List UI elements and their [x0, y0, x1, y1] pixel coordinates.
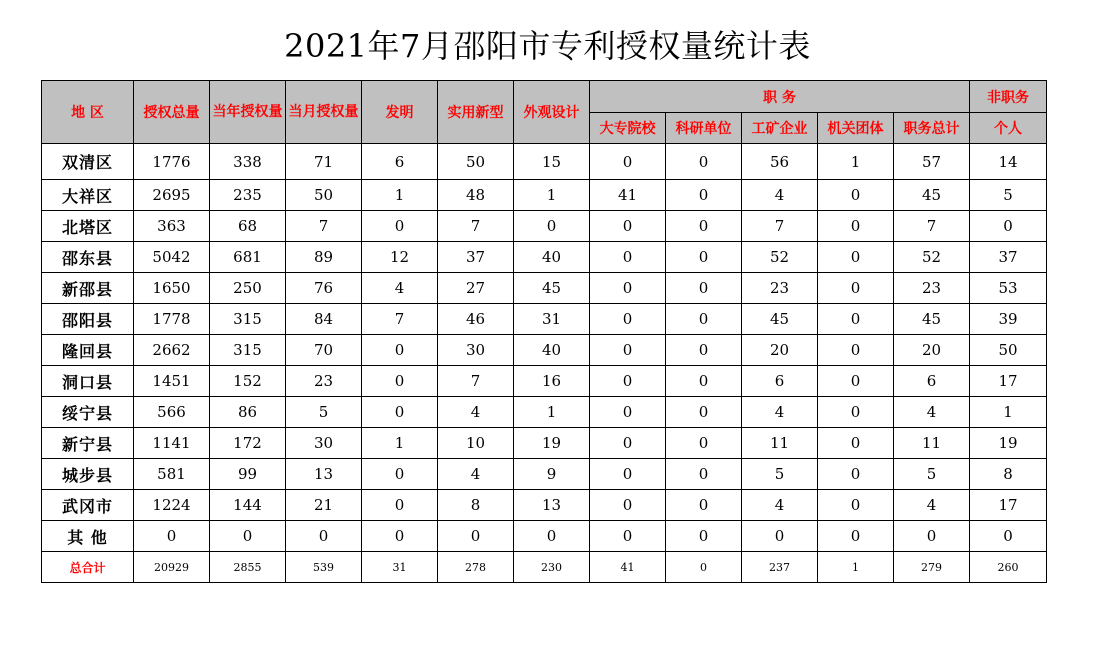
- table-cell: 0: [590, 144, 666, 180]
- table-cell: 14: [970, 144, 1047, 180]
- table-cell: 581: [134, 459, 210, 490]
- total-cell: 31: [362, 552, 438, 583]
- table-cell: 0: [514, 521, 590, 552]
- table-cell: 45: [742, 304, 818, 335]
- table-cell: 363: [134, 211, 210, 242]
- region-name: 其 他: [42, 521, 134, 552]
- header-utility: 实用新型: [438, 81, 514, 144]
- table-cell: 41: [590, 180, 666, 211]
- table-cell: 0: [666, 211, 742, 242]
- table-cell: 0: [590, 521, 666, 552]
- region-name: 隆回县: [42, 335, 134, 366]
- table-cell: 17: [970, 490, 1047, 521]
- table-cell: 8: [438, 490, 514, 521]
- table-cell: 6: [894, 366, 970, 397]
- table-cell: 0: [590, 366, 666, 397]
- table-cell: 71: [286, 144, 362, 180]
- table-cell: 0: [362, 335, 438, 366]
- table-cell: 8: [970, 459, 1047, 490]
- header-service: 职 务: [590, 81, 970, 113]
- table-cell: 5: [970, 180, 1047, 211]
- table-cell: 0: [590, 335, 666, 366]
- table-cell: 12: [362, 242, 438, 273]
- table-cell: 52: [894, 242, 970, 273]
- table-cell: 0: [666, 304, 742, 335]
- table-cell: 0: [590, 211, 666, 242]
- total-cell: 41: [590, 552, 666, 583]
- table-cell: 46: [438, 304, 514, 335]
- table-row: [42, 273, 1047, 304]
- table-cell: 0: [666, 144, 742, 180]
- table-cell: 0: [666, 521, 742, 552]
- total-cell: 279: [894, 552, 970, 583]
- table-cell: 84: [286, 304, 362, 335]
- table-cell: 315: [210, 335, 286, 366]
- header-individual: 个人: [970, 113, 1047, 144]
- table-cell: 4: [742, 490, 818, 521]
- table-cell: 7: [286, 211, 362, 242]
- table-cell: 10: [438, 428, 514, 459]
- total-cell: 20929: [134, 552, 210, 583]
- total-cell: 237: [742, 552, 818, 583]
- table-cell: 144: [210, 490, 286, 521]
- table-cell: 1: [362, 428, 438, 459]
- table-row: [42, 459, 1047, 490]
- table-cell: 0: [286, 521, 362, 552]
- header-enterprise: 工矿企业: [742, 113, 818, 144]
- table-cell: 50: [438, 144, 514, 180]
- table-cell: 0: [362, 459, 438, 490]
- total-row: [42, 552, 1047, 583]
- table-cell: 48: [438, 180, 514, 211]
- region-name: 邵东县: [42, 242, 134, 273]
- table-cell: 20: [894, 335, 970, 366]
- table-cell: 0: [590, 242, 666, 273]
- table-cell: 0: [894, 521, 970, 552]
- table-cell: 0: [818, 273, 894, 304]
- table-cell: 27: [438, 273, 514, 304]
- region-name: 武冈市: [42, 490, 134, 521]
- table-cell: 0: [666, 273, 742, 304]
- table-row: [42, 397, 1047, 428]
- region-name: 洞口县: [42, 366, 134, 397]
- header-region: 地 区: [42, 81, 134, 144]
- table-cell: 566: [134, 397, 210, 428]
- total-cell: 230: [514, 552, 590, 583]
- table-cell: 4: [894, 397, 970, 428]
- table-cell: 5: [894, 459, 970, 490]
- table-cell: 338: [210, 144, 286, 180]
- table-cell: 0: [666, 180, 742, 211]
- table-cell: 0: [818, 242, 894, 273]
- table-cell: 37: [970, 242, 1047, 273]
- table-cell: 40: [514, 242, 590, 273]
- table-cell: 681: [210, 242, 286, 273]
- table-cell: 1778: [134, 304, 210, 335]
- table-cell: 56: [742, 144, 818, 180]
- table-cell: 16: [514, 366, 590, 397]
- table-row: [42, 242, 1047, 273]
- table-cell: 7: [438, 211, 514, 242]
- table-cell: 5042: [134, 242, 210, 273]
- table-cell: 0: [590, 428, 666, 459]
- table-cell: 86: [210, 397, 286, 428]
- region-name: 北塔区: [42, 211, 134, 242]
- table-cell: 4: [362, 273, 438, 304]
- table-cell: 57: [894, 144, 970, 180]
- table-cell: 11: [894, 428, 970, 459]
- table-cell: 30: [438, 335, 514, 366]
- table-cell: 0: [818, 521, 894, 552]
- table-cell: 4: [438, 459, 514, 490]
- table-cell: 0: [818, 180, 894, 211]
- table-cell: 0: [742, 521, 818, 552]
- region-name: 大祥区: [42, 180, 134, 211]
- table-row: [42, 211, 1047, 242]
- table-cell: 1: [514, 397, 590, 428]
- header-research: 科研单位: [666, 113, 742, 144]
- header-month-grants: 当月授权量: [286, 81, 362, 144]
- table-cell: 52: [742, 242, 818, 273]
- table-cell: 1224: [134, 490, 210, 521]
- table-cell: 1: [362, 180, 438, 211]
- table-cell: 6: [742, 366, 818, 397]
- total-cell: 0: [666, 552, 742, 583]
- table-cell: 5: [742, 459, 818, 490]
- table-cell: 23: [742, 273, 818, 304]
- table-row: [42, 428, 1047, 459]
- table-cell: 0: [970, 521, 1047, 552]
- table-cell: 2695: [134, 180, 210, 211]
- table-cell: 23: [894, 273, 970, 304]
- table-cell: 15: [514, 144, 590, 180]
- table-cell: 13: [286, 459, 362, 490]
- table-row: [42, 366, 1047, 397]
- table-cell: 1776: [134, 144, 210, 180]
- header-year-grants: 当年授权量: [210, 81, 286, 144]
- table-cell: 4: [438, 397, 514, 428]
- table-cell: 0: [362, 521, 438, 552]
- table-cell: 1: [818, 144, 894, 180]
- table-cell: 0: [666, 459, 742, 490]
- table-cell: 0: [362, 397, 438, 428]
- header-college: 大专院校: [590, 113, 666, 144]
- header-design: 外观设计: [514, 81, 590, 144]
- table-cell: 0: [590, 273, 666, 304]
- table-cell: 0: [590, 304, 666, 335]
- table-cell: 45: [514, 273, 590, 304]
- table-row: [42, 521, 1047, 552]
- table-cell: 0: [666, 428, 742, 459]
- table-row: [42, 335, 1047, 366]
- table-cell: 70: [286, 335, 362, 366]
- table-cell: 0: [438, 521, 514, 552]
- table-cell: 40: [514, 335, 590, 366]
- region-name: 城步县: [42, 459, 134, 490]
- table-cell: 45: [894, 180, 970, 211]
- table-cell: 17: [970, 366, 1047, 397]
- table-cell: 7: [438, 366, 514, 397]
- table-row: [42, 490, 1047, 521]
- table-cell: 315: [210, 304, 286, 335]
- table-cell: 0: [818, 490, 894, 521]
- table-cell: 31: [514, 304, 590, 335]
- table-cell: 21: [286, 490, 362, 521]
- region-name: 邵阳县: [42, 304, 134, 335]
- region-name: 双清区: [42, 144, 134, 180]
- table-cell: 76: [286, 273, 362, 304]
- table-cell: 0: [666, 397, 742, 428]
- table-cell: 0: [590, 459, 666, 490]
- region-name: 新邵县: [42, 273, 134, 304]
- region-name: 绥宁县: [42, 397, 134, 428]
- total-cell: 539: [286, 552, 362, 583]
- table-cell: 7: [742, 211, 818, 242]
- table-cell: 0: [818, 335, 894, 366]
- table-cell: 9: [514, 459, 590, 490]
- header-institution: 机关团体: [818, 113, 894, 144]
- table-cell: 11: [742, 428, 818, 459]
- table-cell: 1650: [134, 273, 210, 304]
- table-cell: 0: [818, 459, 894, 490]
- table-cell: 0: [210, 521, 286, 552]
- table-cell: 0: [818, 366, 894, 397]
- table-cell: 30: [286, 428, 362, 459]
- table-cell: 0: [970, 211, 1047, 242]
- table-cell: 13: [514, 490, 590, 521]
- header-service-total: 职务总计: [894, 113, 970, 144]
- table-cell: 4: [742, 397, 818, 428]
- header-invention: 发明: [362, 81, 438, 144]
- table-cell: 235: [210, 180, 286, 211]
- table-cell: 68: [210, 211, 286, 242]
- table-cell: 19: [514, 428, 590, 459]
- table-cell: 7: [362, 304, 438, 335]
- table-cell: 19: [970, 428, 1047, 459]
- table-cell: 23: [286, 366, 362, 397]
- table-cell: 250: [210, 273, 286, 304]
- table-cell: 4: [742, 180, 818, 211]
- region-name: 新宁县: [42, 428, 134, 459]
- table-cell: 99: [210, 459, 286, 490]
- table-cell: 2662: [134, 335, 210, 366]
- table-cell: 89: [286, 242, 362, 273]
- table-row: [42, 144, 1047, 180]
- total-label: 总合计: [42, 552, 134, 583]
- page-title: 2021年7月邵阳市专利授权量统计表: [284, 27, 811, 65]
- table-cell: 0: [666, 490, 742, 521]
- table-cell: 45: [894, 304, 970, 335]
- table-cell: 50: [970, 335, 1047, 366]
- table-cell: 152: [210, 366, 286, 397]
- table-cell: 0: [590, 397, 666, 428]
- table-cell: 0: [818, 304, 894, 335]
- table-cell: 0: [590, 490, 666, 521]
- total-cell: 278: [438, 552, 514, 583]
- table-cell: 0: [514, 211, 590, 242]
- table-cell: 37: [438, 242, 514, 273]
- table-cell: 4: [894, 490, 970, 521]
- table-cell: 5: [286, 397, 362, 428]
- table-cell: 0: [818, 397, 894, 428]
- table-cell: 0: [362, 490, 438, 521]
- table-cell: 1451: [134, 366, 210, 397]
- table-cell: 0: [134, 521, 210, 552]
- table-cell: 0: [666, 335, 742, 366]
- table-row: [42, 304, 1047, 335]
- table-cell: 0: [362, 211, 438, 242]
- table-cell: 0: [818, 428, 894, 459]
- table-cell: 20: [742, 335, 818, 366]
- table-cell: 0: [666, 242, 742, 273]
- patent-stats-table: [41, 80, 1047, 583]
- table-cell: 53: [970, 273, 1047, 304]
- total-cell: 2855: [210, 552, 286, 583]
- table-cell: 0: [362, 366, 438, 397]
- table-cell: 7: [894, 211, 970, 242]
- table-cell: 1: [970, 397, 1047, 428]
- table-row: [42, 180, 1047, 211]
- table-cell: 1: [514, 180, 590, 211]
- table-cell: 6: [362, 144, 438, 180]
- table-cell: 0: [666, 366, 742, 397]
- table-cell: 39: [970, 304, 1047, 335]
- table-cell: 0: [818, 211, 894, 242]
- table-cell: 1141: [134, 428, 210, 459]
- table-cell: 172: [210, 428, 286, 459]
- total-cell: 260: [970, 552, 1047, 583]
- table-cell: 50: [286, 180, 362, 211]
- header-total-grants: 授权总量: [134, 81, 210, 144]
- total-cell: 1: [818, 552, 894, 583]
- header-nonservice: 非职务: [970, 81, 1047, 113]
